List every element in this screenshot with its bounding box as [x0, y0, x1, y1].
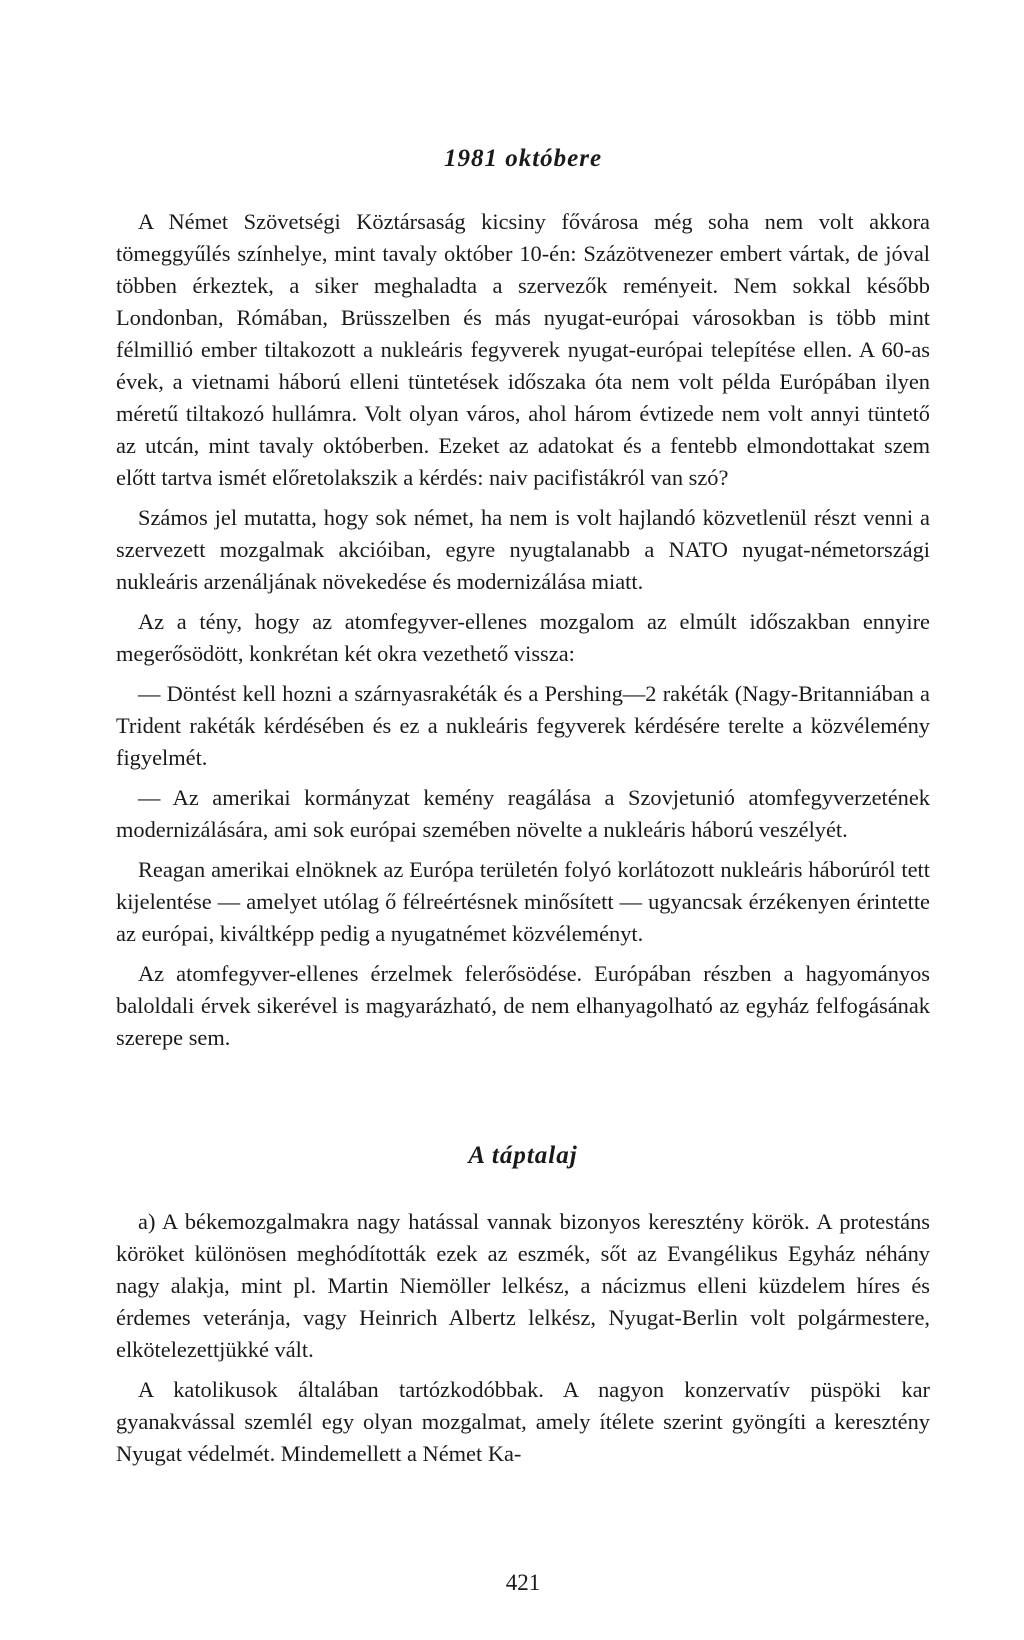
- paragraph-5: — Az amerikai kormányzat kemény reagálása a Szovjetunió atomfegyverzetének modernizálására, ami sok európai szemében növelte a nukleáris háború veszélyét.: [116, 785, 930, 842]
- paragraph-3: Az a tény, hogy az atomfegyver-ellenes mozgalom az elmúlt időszakban ennyire megerősödött, konkrétan két okra vezethető vissza:: [116, 609, 930, 666]
- book-page: [116, 0, 930, 1640]
- paragraph-2: Számos jel mutatta, hogy sok német, ha nem is volt hajlandó közvetlenül részt venni a szervezett mozgalmak akcióiban, egyre nyugtalanabb a NATO nyugat-németországi nukleáris arzenáljának növekedése és modernizálása miatt.: [116, 505, 930, 594]
- page-number: 421: [505, 1570, 541, 1595]
- paragraph-9: A katolikusok általában tartózkodóbbak. A nagyon konzervatív püspöki kar gyanakvással szemlél egy olyan mozgalmat, amely ítélete szerint gyöngíti a keresztény Nyugat védelmét. Mindemellett a Német Ka-: [116, 1377, 930, 1466]
- paragraph-7: Az atomfegyver-ellenes érzelmek felerősödése. Európában részben a hagyományos baloldali érvek sikerével is magyarázható, de nem elhanyagolható az egyház felfogásának szerepe sem.: [116, 961, 930, 1050]
- section-heading-a-taptalaj: A táptalaj: [468, 1142, 578, 1169]
- paragraph-6: Reagan amerikai elnöknek az Európa területén folyó korlátozott nukleáris háborúról tett kijelentése — amelyet utólag ő félreértésnek minősített — ugyancsak érzékenyen érintette az európai, kiváltképp pedig a nyugatnémet közvéleményt.: [116, 857, 930, 946]
- paragraph-1: A Német Szövetségi Köztársaság kicsiny fővárosa még soha nem volt akkora tömeggyűlés színhelye, mint tavaly október 10-én: Százötvenezer embert vártak, de jóval többen érkeztek, a siker meghaladta a szervezők reményeit. Nem sokkal később Londonban, Rómában, Brüsszelben és más nyugat-európai városokban is több mint félmillió ember tiltakozott a nukleáris fegyverek nyugat-európai telepítése ellen. A 60-as évek, a vietnami háború elleni tüntetések időszaka óta nem volt példa Európában ilyen méretű tiltakozó hullámra. Volt olyan város, ahol három évtizede nem volt annyi tüntető az utcán, mint tavaly októberben. Ezeket az adatokat és a fentebb elmondottakat szem előtt tartva ismét előretolakszik a kérdés: naiv pacifistákról van szó?: [116, 209, 930, 490]
- paragraph-8: a) A békemozgalmakra nagy hatással vannak bizonyos keresztény körök. A protestáns köröket különösen meghódították ezek az eszmék, sőt az Evangélikus Egyház néhány nagy alakja, mint pl. Martin Niemöller lelkész, a nácizmus elleni küzdelem híres és érdemes veteránja, vagy Heinrich Albertz lelkész, Nyugat-Berlin volt polgármestere, elkötelezettjükké vált.: [116, 1209, 930, 1362]
- section-body-1: [116, 206, 930, 1062]
- section-body-2: [116, 1206, 930, 1478]
- section-heading-1981-oktobere: 1981 októbere: [443, 145, 603, 172]
- paragraph-4: — Döntést kell hozni a szárnyasrakéták és a Pershing—2 rakéták (Nagy-Britanniában a Trident rakéták kérdésében és ez a nukleáris fegyverek kérdésére terelte a közvélemény figyelmét.: [116, 681, 930, 770]
